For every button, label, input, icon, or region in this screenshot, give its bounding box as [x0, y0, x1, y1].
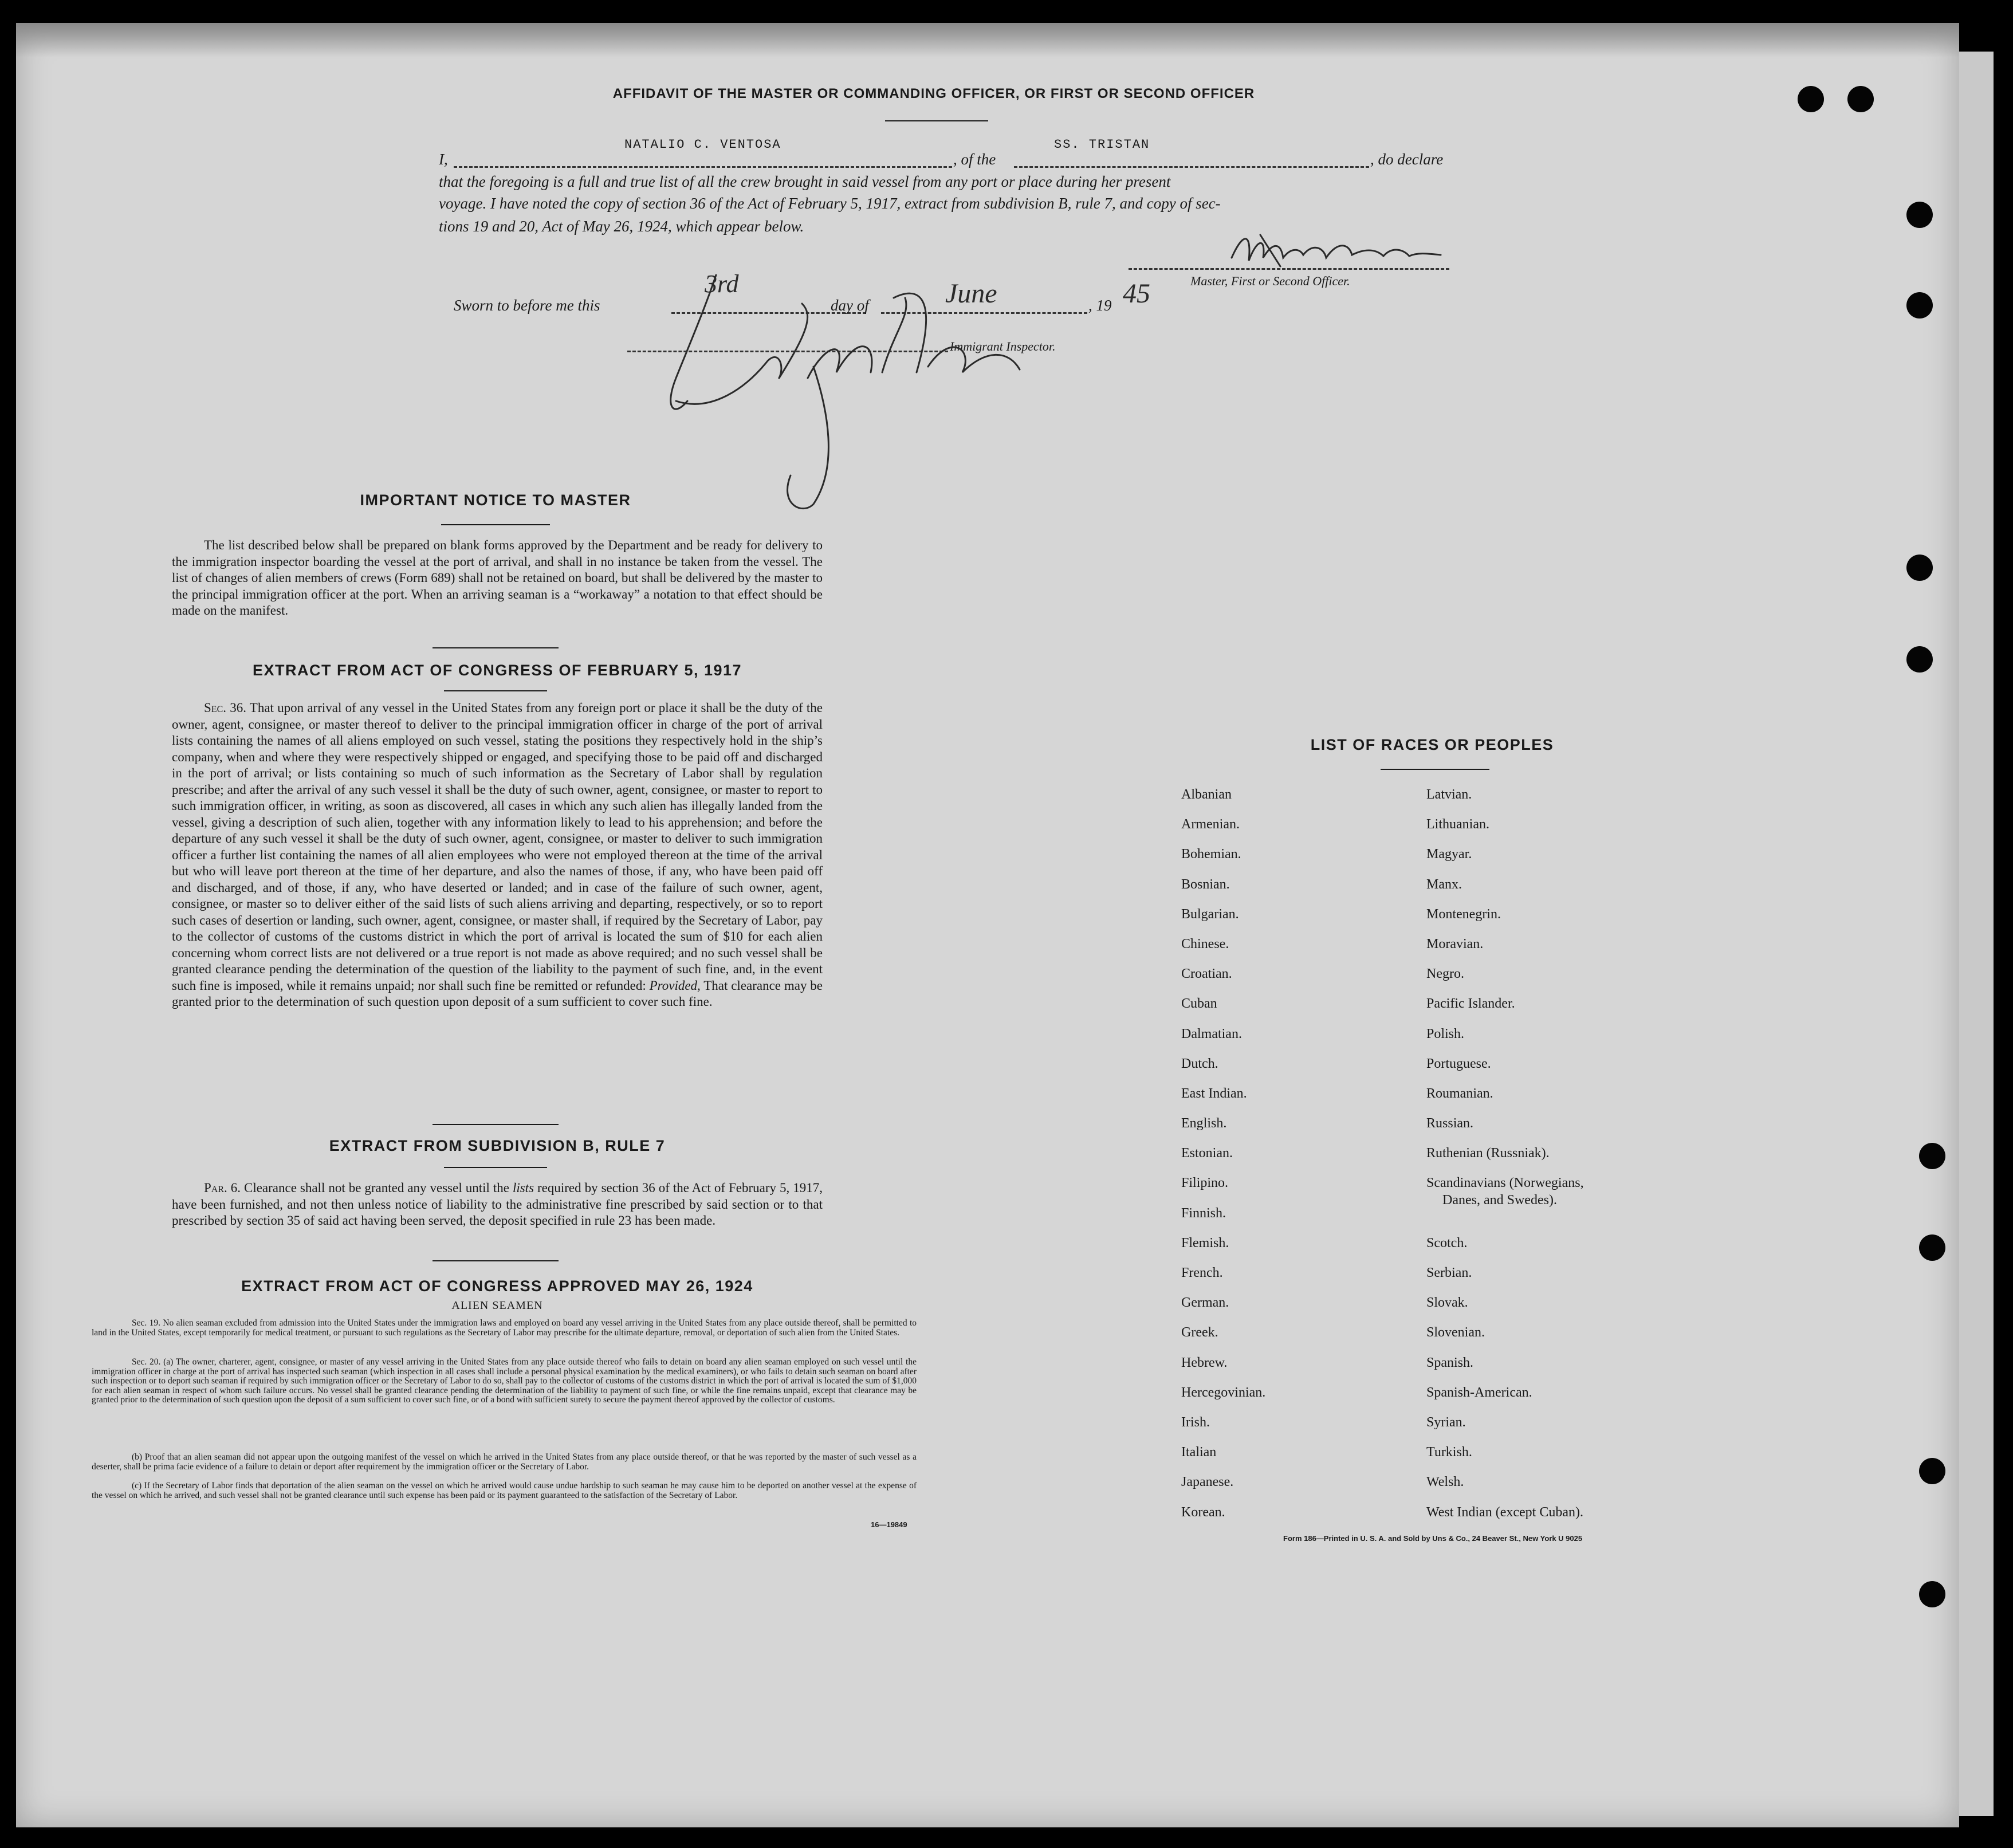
par-6-text-a: Clearance shall not be granted any vessel until the — [243, 1181, 509, 1195]
race-item: Irish. — [1181, 1414, 1210, 1430]
races-title: LIST OF RACES OR PEOPLES — [1310, 736, 1554, 753]
inspector-caption: Immigrant Inspector. — [950, 339, 1056, 353]
rule-7-rule — [444, 1167, 547, 1168]
race-item: Slovak. — [1426, 1295, 1468, 1311]
race-list-left — [1181, 786, 1265, 1534]
race-item: Flemish. — [1181, 1235, 1229, 1251]
race-item: Danes, and Swedes). — [1442, 1193, 1557, 1208]
race-item: Cuban — [1181, 996, 1217, 1012]
print-code: 16—19849 — [871, 1520, 907, 1529]
punch-hole — [1906, 646, 1933, 673]
race-item: Hercegovinian. — [1181, 1385, 1266, 1400]
rule-7-text — [172, 1180, 823, 1229]
affidavit-line-4: tions 19 and 20, Act of May 26, 1924, which appear below. — [439, 218, 804, 235]
extract-1924-title: EXTRACT FROM ACT OF CONGRESS APPROVED MAY 26, 1924 — [241, 1277, 753, 1295]
race-item: Russian. — [1426, 1116, 1474, 1131]
race-item: Italian — [1181, 1445, 1217, 1460]
race-item: Welsh. — [1426, 1475, 1464, 1490]
par-6-label: Par. 6. — [204, 1181, 241, 1195]
race-item: East Indian. — [1181, 1086, 1247, 1101]
sworn-day: 3rd — [705, 270, 739, 298]
master-name: NATALIO C. VENTOSA — [624, 137, 781, 152]
races-rule — [1381, 769, 1489, 770]
punch-hole — [1906, 555, 1933, 581]
scan-shadow — [16, 23, 1959, 57]
punch-hole — [1919, 1234, 1945, 1261]
race-item: Bosnian. — [1181, 876, 1230, 892]
race-item: Filipino. — [1181, 1175, 1229, 1191]
race-item: Turkish. — [1426, 1445, 1472, 1460]
master-signature — [1226, 226, 1455, 272]
race-item: Polish. — [1426, 1026, 1465, 1041]
race-item: German. — [1181, 1295, 1229, 1311]
race-item: English. — [1181, 1116, 1227, 1131]
par-6-text-b: required by section 36 of the Act of February 5, 1917, have been furnished, and not then unless notice of liability to the administrative fine prescribed by said section or to that prescribed by section 35 of said act having been served, the deposit specified in rule 23 has been made. — [172, 1181, 823, 1228]
race-list-right — [1426, 786, 1584, 1534]
form-note: Form 186—Printed in U. S. A. and Sold by Uns & Co., 24 Beaver St., New York U 9025 — [1283, 1534, 1583, 1543]
proviso-text: That clearance may be granted prior to the determination of such question upon deposit of a sum sufficient to cover such fine. — [172, 978, 823, 1009]
race-item: Scotch. — [1426, 1235, 1468, 1251]
race-item: Greek. — [1181, 1325, 1218, 1340]
race-item: French. — [1181, 1265, 1223, 1280]
race-item: Slovenian. — [1426, 1325, 1485, 1340]
race-item: Magyar. — [1426, 847, 1472, 862]
lists-word: lists — [512, 1181, 534, 1195]
punch-hole — [1847, 86, 1874, 112]
race-item: Syrian. — [1426, 1414, 1466, 1430]
notice-text: The list described below shall be prepared on blank forms approved by the Department and be ready for delivery to the immigration inspector boarding the vessel at the port of arrival, and shall in no instance be taken from the vessel. The list of changes of alien members of crews (Form 689) shall not be retained on board, but shall be delivered by the master to the principal immigration officer at the port. When an arriving seaman is a “workaway” a notation to that effect should be made on the manifest. — [172, 538, 823, 618]
affidavit-line-3: voyage. I have noted the copy of section 36 of the Act of February 5, 1917, extract from subdivision B, rule 7, and copy of sec- — [439, 195, 1221, 212]
punch-hole — [1906, 292, 1933, 319]
punch-hole — [1919, 1458, 1945, 1484]
race-item: Serbian. — [1426, 1265, 1472, 1281]
race-item: Bulgarian. — [1181, 906, 1239, 922]
master-signature-line — [1129, 268, 1449, 270]
race-item: Scandinavians (Norwegians, — [1426, 1175, 1584, 1191]
race-item: Ruthenian (Russniak). — [1426, 1146, 1550, 1161]
race-item: Negro. — [1426, 966, 1464, 982]
rule-7-title: EXTRACT FROM SUBDIVISION B, RULE 7 — [329, 1137, 666, 1154]
extract-1917-title: EXTRACT FROM ACT OF CONGRESS OF FEBRUARY 5, 1917 — [252, 662, 742, 679]
extract-1917-rule — [444, 690, 547, 691]
notice-title: IMPORTANT NOTICE TO MASTER — [360, 492, 631, 509]
race-item: Albanian — [1181, 787, 1232, 802]
of-the-label: , of the — [953, 151, 996, 168]
race-item: Moravian. — [1426, 936, 1484, 951]
section-rule — [433, 1124, 559, 1125]
race-item: Manx. — [1426, 876, 1462, 892]
punch-hole — [1919, 1581, 1945, 1607]
section-rule — [433, 647, 559, 648]
section-36-label: Sec. 36. — [204, 701, 246, 715]
declare-label: , do declare — [1370, 151, 1444, 168]
punch-hole — [1906, 202, 1933, 228]
race-item: Hebrew. — [1181, 1355, 1228, 1370]
race-item: Armenian. — [1181, 817, 1240, 832]
vessel-name: SS. TRISTAN — [1054, 137, 1150, 152]
name-line — [454, 166, 952, 168]
race-item: Dutch. — [1181, 1056, 1218, 1071]
notice-rule — [441, 524, 550, 525]
sec-19-text: Sec. 19. No alien seaman excluded from admission into the United States under the immigration laws and employed on board any vessel arriving in the United States from any place outside thereof, shall be permitted to land in the United States, except temporarily for medical treatment, or pursuant to such regulations as the Secretary of Labor may prescribe for the ultimate departure, removal, or deportation of such alien from the United States. — [92, 1318, 917, 1338]
sworn-month: June — [945, 278, 997, 309]
race-item: Lithuanian. — [1426, 817, 1489, 832]
race-item: Estonian. — [1181, 1146, 1233, 1161]
inspector-signature — [642, 264, 1043, 516]
master-caption: Master, First or Second Officer. — [1190, 274, 1350, 288]
race-item: Japanese. — [1181, 1475, 1234, 1490]
race-item: West Indian (except Cuban). — [1426, 1504, 1583, 1520]
i-label: I, — [439, 151, 448, 168]
race-item: Chinese. — [1181, 936, 1229, 951]
sworn-label: Sworn to before me this — [454, 297, 600, 314]
race-item: Portuguese. — [1426, 1056, 1491, 1071]
extract-1917-text — [172, 700, 823, 1010]
affidavit-line-2: that the foregoing is a full and true list of all the crew brought in said vessel from any port or place during her present — [439, 173, 1171, 190]
vessel-line — [1014, 166, 1369, 168]
race-item: Croatian. — [1181, 966, 1232, 982]
sec-20b-text: (b) Proof that an alien seaman did not appear upon the outgoing manifest of the vessel on which he arrived in the United States from any place outside thereof, or that he was reported by the master of such vessel as a deserter, shall be prima facie evidence of a failure to detain or deport after requirement by the immigration officer or the Secretary of Labor. — [92, 1452, 917, 1472]
page-edge — [1959, 52, 1994, 1816]
punch-hole — [1798, 86, 1824, 112]
title-rule — [885, 120, 988, 121]
year-prefix: , 19 — [1088, 297, 1112, 314]
year-suffix: 45 — [1123, 278, 1150, 309]
section-rule — [433, 1260, 559, 1261]
race-item: Spanish. — [1426, 1355, 1474, 1370]
race-item: Roumanian. — [1426, 1086, 1493, 1101]
race-item: Korean. — [1181, 1504, 1225, 1520]
race-item: Montenegrin. — [1426, 906, 1501, 922]
race-item: Pacific Islander. — [1426, 996, 1515, 1012]
sec-20a-text: Sec. 20. (a) The owner, charterer, agent, consignee, or master of any vessel arriving in the United States from any place outside thereof who fails to detain on board any alien seaman employed on such vessel until the immigration officer in charge at the port of arrival has inspected such seaman (which inspection in all cases shall include a personal physical examination by the medical examiners), or who fails to detain such seaman on board after such inspection or to deport such seaman if required by such immigration officer or the Secretary of Labor to do so, shall pay to the collector of customs of the customs district in which the port of arrival is located the sum of $1,000 for each alien seaman in respect of whom such failure occurs. No vessel shall be granted clearance pending the determination of the liability to payment of such fine, or while the fine remains unpaid, except that clearance may be granted prior to the determination of such question upon the deposit of a sum sufficient to cover such fine, or of a bond with sufficient surety to secure the payment thereof approved by the collector of customs. — [92, 1357, 917, 1405]
race-item: Finnish. — [1181, 1205, 1226, 1221]
race-item: Bohemian. — [1181, 847, 1241, 862]
race-item: Dalmatian. — [1181, 1026, 1242, 1041]
affidavit-title: AFFIDAVIT OF THE MASTER OR COMMANDING OFFICER, OR FIRST OR SECOND OFFICER — [612, 86, 1255, 101]
sec-20c-text: (c) If the Secretary of Labor finds that deportation of the alien seaman on the vessel on which he arrived would cause undue hardship to such seaman he may cause him to be deported on another vessel at the expense of the vessel on which he arrived, and such vessel shall not be granted clearance until such expense has been paid or its payment guaranteed to the satisfaction of the Secretary of Labor. — [92, 1481, 917, 1500]
section-36-text: That upon arrival of any vessel in the United States from any foreign port or place it shall be the duty of the owner, agent, consignee, or master thereof to deliver to the principal immigration officer in charge of the port of arrival lists containing the names of all aliens employed on such vessel, stating the positions they respectively hold in the ship’s company, when and where they were respectively shipped or engaged, and specifying those to be paid off and discharged in the port of arrival; or lists containing so much of such information as the Secretary of Labor shall by regulation prescribe; and after the arrival of any such vessel it shall be the duty of such owner, agent, consignee, or master to report to such immigration officer, in writing, as soon as discovered, all cases in which any such alien has illegally landed from the vessel, giving a description of such alien, together with any information likely to lead to his apprehension; and before the departure of any such vessel it shall be the duty of such owner, agent, consignee, or master to deliver to such immigration officer a further list containing the names of all alien employees who were not employed thereon at the time of the arrival but who will leave port thereon at the time of her departure, and also the names of those, if any, who have been paid off and discharged, and of those, if any, who have deserted or landed; and in case of the failure of such owner, agent, consignee, or master so to deliver either of the said lists of such aliens arriving and departing, respectively, or so to report such cases of desertion or landing, such owner, agent, consignee, or master shall, if required by the Secretary of Labor, pay to the collector of customs of the customs district in which the port of arrival is located the sum of $10 for each alien concerning whom correct lists are not delivered or a true report is not made as above required; and no such vessel shall be granted clearance pending the determination of the question of the liability to the payment of such fine, and, in the event such fine is imposed, while it remains unpaid; nor shall such fine be remitted or refunded: — [172, 701, 823, 993]
day-of-label: day of — [831, 297, 869, 314]
race-item: Latvian. — [1426, 787, 1472, 802]
race-item: Spanish-American. — [1426, 1385, 1532, 1400]
punch-hole — [1919, 1143, 1945, 1169]
alien-seamen-subtitle: ALIEN SEAMEN — [451, 1299, 543, 1312]
proviso-label: Provided, — [649, 978, 701, 993]
